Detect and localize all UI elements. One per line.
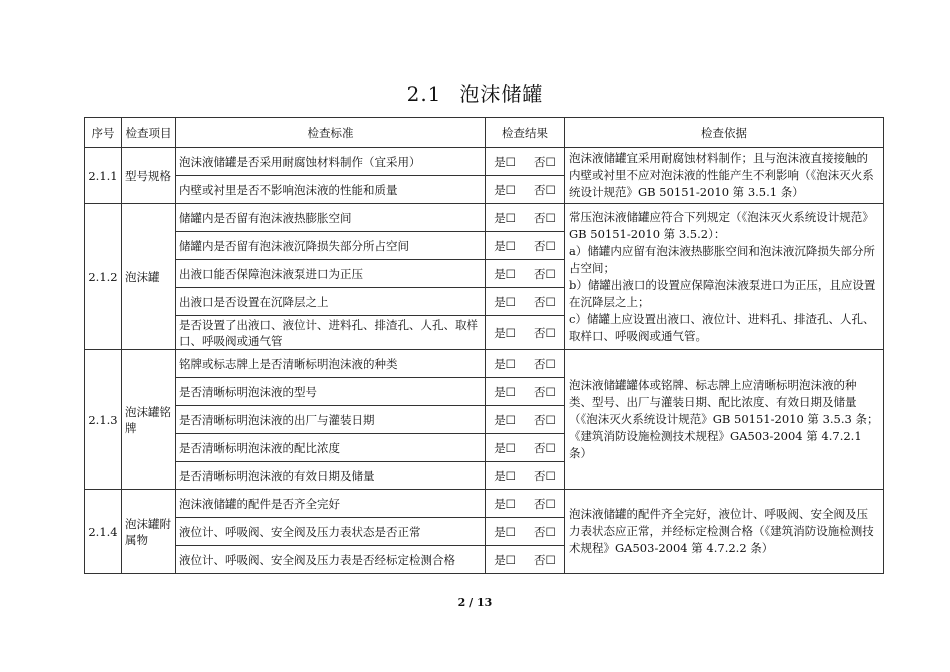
table-row	[85, 148, 884, 176]
table-row	[85, 490, 884, 518]
standard-cell: 液位计、呼吸阀、安全阀及压力表是否经标定检测合格	[176, 546, 486, 574]
item-cell: 泡沫罐	[122, 204, 176, 350]
standard-cell: 储罐内是否留有泡沫液热膨胀空间	[176, 204, 486, 232]
seq-cell: 2.1.3	[85, 350, 122, 490]
page-number: 2 / 13	[457, 596, 493, 609]
basis-cell: 泡沫液储罐罐体或铭牌、标志牌上应清晰标明泡沫液的种类、型号、出厂与灌装日期、配比浓度、有效日期及储量（《泡沫灭火系统设计规范》GB 50151-2010 第 3.5.3 条；《建筑消防设施检测技术规程》GA503-2004 第 4.7.2.1 条）	[565, 350, 884, 490]
standard-cell: 泡沫液储罐是否采用耐腐蚀材料制作（宜采用）	[176, 148, 486, 176]
standard-cell: 是否清晰标明泡沫液的出厂与灌装日期	[176, 406, 486, 434]
result-cell	[486, 518, 565, 546]
yes-checkbox[interactable]: 是☐	[494, 154, 516, 169]
section-number: 2.1	[406, 82, 442, 106]
basis-line: a）储罐内应留有泡沫液热膨胀空间和泡沫液沉降损失部分所占空间；	[569, 243, 875, 275]
table-row	[85, 204, 884, 232]
inspection-table	[84, 117, 884, 574]
no-checkbox[interactable]: 否☐	[534, 294, 556, 309]
standard-cell: 出液口是否设置在沉降层之上	[176, 288, 486, 316]
no-checkbox[interactable]: 否☐	[534, 154, 556, 169]
result-cell	[486, 350, 565, 378]
yes-checkbox[interactable]: 是☐	[494, 468, 516, 483]
basis-cell: 泡沫液储罐的配件齐全完好，液位计、呼吸阀、安全阀及压力表状态应正常，并经标定检测合格（《建筑消防设施检测技术规程》GA503-2004 第 4.7.2.2 条）	[565, 490, 884, 574]
standard-cell: 出液口能否保障泡沫液泵进口为正压	[176, 260, 486, 288]
header-item: 检查项目	[122, 118, 176, 148]
basis-cell: 泡沫液储罐宜采用耐腐蚀材料制作；且与泡沫液直接接触的内壁或衬里不应对泡沫液的性能产生不利影响（《泡沫灭火系统设计规范》GB 50151-2010 第 3.5.1 条）	[565, 148, 884, 204]
header-basis: 检查依据	[565, 118, 884, 148]
section-title	[0, 78, 950, 107]
result-cell	[486, 176, 565, 204]
basis-line: c）储罐上应设置出液口、液位计、进料孔、排渣孔、人孔、取样口、呼吸阀或通气管。	[569, 311, 875, 343]
item-cell: 型号规格	[122, 148, 176, 204]
standard-cell: 液位计、呼吸阀、安全阀及压力表状态是否正常	[176, 518, 486, 546]
item-cell: 泡沫罐铭牌	[122, 350, 176, 490]
standard-cell: 内壁或衬里是否不影响泡沫液的性能和质量	[176, 176, 486, 204]
standard-cell: 铭牌或标志牌上是否清晰标明泡沫液的种类	[176, 350, 486, 378]
yes-checkbox[interactable]: 是☐	[494, 524, 516, 539]
yes-checkbox[interactable]: 是☐	[494, 496, 516, 511]
result-cell	[486, 378, 565, 406]
yes-checkbox[interactable]: 是☐	[494, 325, 516, 340]
result-cell	[486, 406, 565, 434]
result-cell	[486, 148, 565, 176]
yes-checkbox[interactable]: 是☐	[494, 210, 516, 225]
basis-line: 常压泡沫液储罐应符合下列规定（《泡沫灭火系统设计规范》GB 50151-2010 第 3.5.2）：	[569, 209, 874, 241]
seq-cell: 2.1.4	[85, 490, 122, 574]
item-cell: 泡沫罐附属物	[122, 490, 176, 574]
yes-checkbox[interactable]: 是☐	[494, 384, 516, 399]
result-cell	[486, 204, 565, 232]
no-checkbox[interactable]: 否☐	[534, 524, 556, 539]
yes-checkbox[interactable]: 是☐	[494, 266, 516, 281]
basis-line: b）储罐出液口的设置应保障泡沫液泵进口为正压，且应设置在沉降层之上；	[569, 277, 876, 309]
result-cell	[486, 260, 565, 288]
no-checkbox[interactable]: 否☐	[534, 384, 556, 399]
result-cell	[486, 232, 565, 260]
result-cell	[486, 490, 565, 518]
no-checkbox[interactable]: 否☐	[534, 356, 556, 371]
table-row	[85, 350, 884, 378]
result-cell	[486, 288, 565, 316]
table-header-row	[85, 118, 884, 148]
no-checkbox[interactable]: 否☐	[534, 210, 556, 225]
result-cell	[486, 434, 565, 462]
no-checkbox[interactable]: 否☐	[534, 468, 556, 483]
standard-cell: 泡沫液储罐的配件是否齐全完好	[176, 490, 486, 518]
no-checkbox[interactable]: 否☐	[534, 552, 556, 567]
yes-checkbox[interactable]: 是☐	[494, 440, 516, 455]
result-cell	[486, 462, 565, 490]
yes-checkbox[interactable]: 是☐	[494, 356, 516, 371]
no-checkbox[interactable]: 否☐	[534, 266, 556, 281]
header-standard: 检查标准	[176, 118, 486, 148]
no-checkbox[interactable]: 否☐	[534, 238, 556, 253]
seq-cell: 2.1.1	[85, 148, 122, 204]
standard-cell: 是否清晰标明泡沫液的型号	[176, 378, 486, 406]
yes-checkbox[interactable]: 是☐	[494, 294, 516, 309]
no-checkbox[interactable]: 否☐	[534, 182, 556, 197]
result-cell	[486, 316, 565, 350]
yes-checkbox[interactable]: 是☐	[494, 552, 516, 567]
standard-cell: 是否设置了出液口、液位计、进料孔、排渣孔、人孔、取样口、呼吸阀或通气管	[176, 316, 486, 350]
header-result: 检查结果	[486, 118, 565, 148]
result-cell	[486, 546, 565, 574]
no-checkbox[interactable]: 否☐	[534, 496, 556, 511]
standard-cell: 是否清晰标明泡沫液的配比浓度	[176, 434, 486, 462]
no-checkbox[interactable]: 否☐	[534, 440, 556, 455]
no-checkbox[interactable]: 否☐	[534, 325, 556, 340]
yes-checkbox[interactable]: 是☐	[494, 182, 516, 197]
yes-checkbox[interactable]: 是☐	[494, 238, 516, 253]
section-name: 泡沫储罐	[459, 82, 544, 106]
yes-checkbox[interactable]: 是☐	[494, 412, 516, 427]
standard-cell: 储罐内是否留有泡沫液沉降损失部分所占空间	[176, 232, 486, 260]
seq-cell: 2.1.2	[85, 204, 122, 350]
basis-cell	[565, 204, 884, 350]
no-checkbox[interactable]: 否☐	[534, 412, 556, 427]
standard-cell: 是否清晰标明泡沫液的有效日期及储量	[176, 462, 486, 490]
header-seq: 序号	[85, 118, 122, 148]
